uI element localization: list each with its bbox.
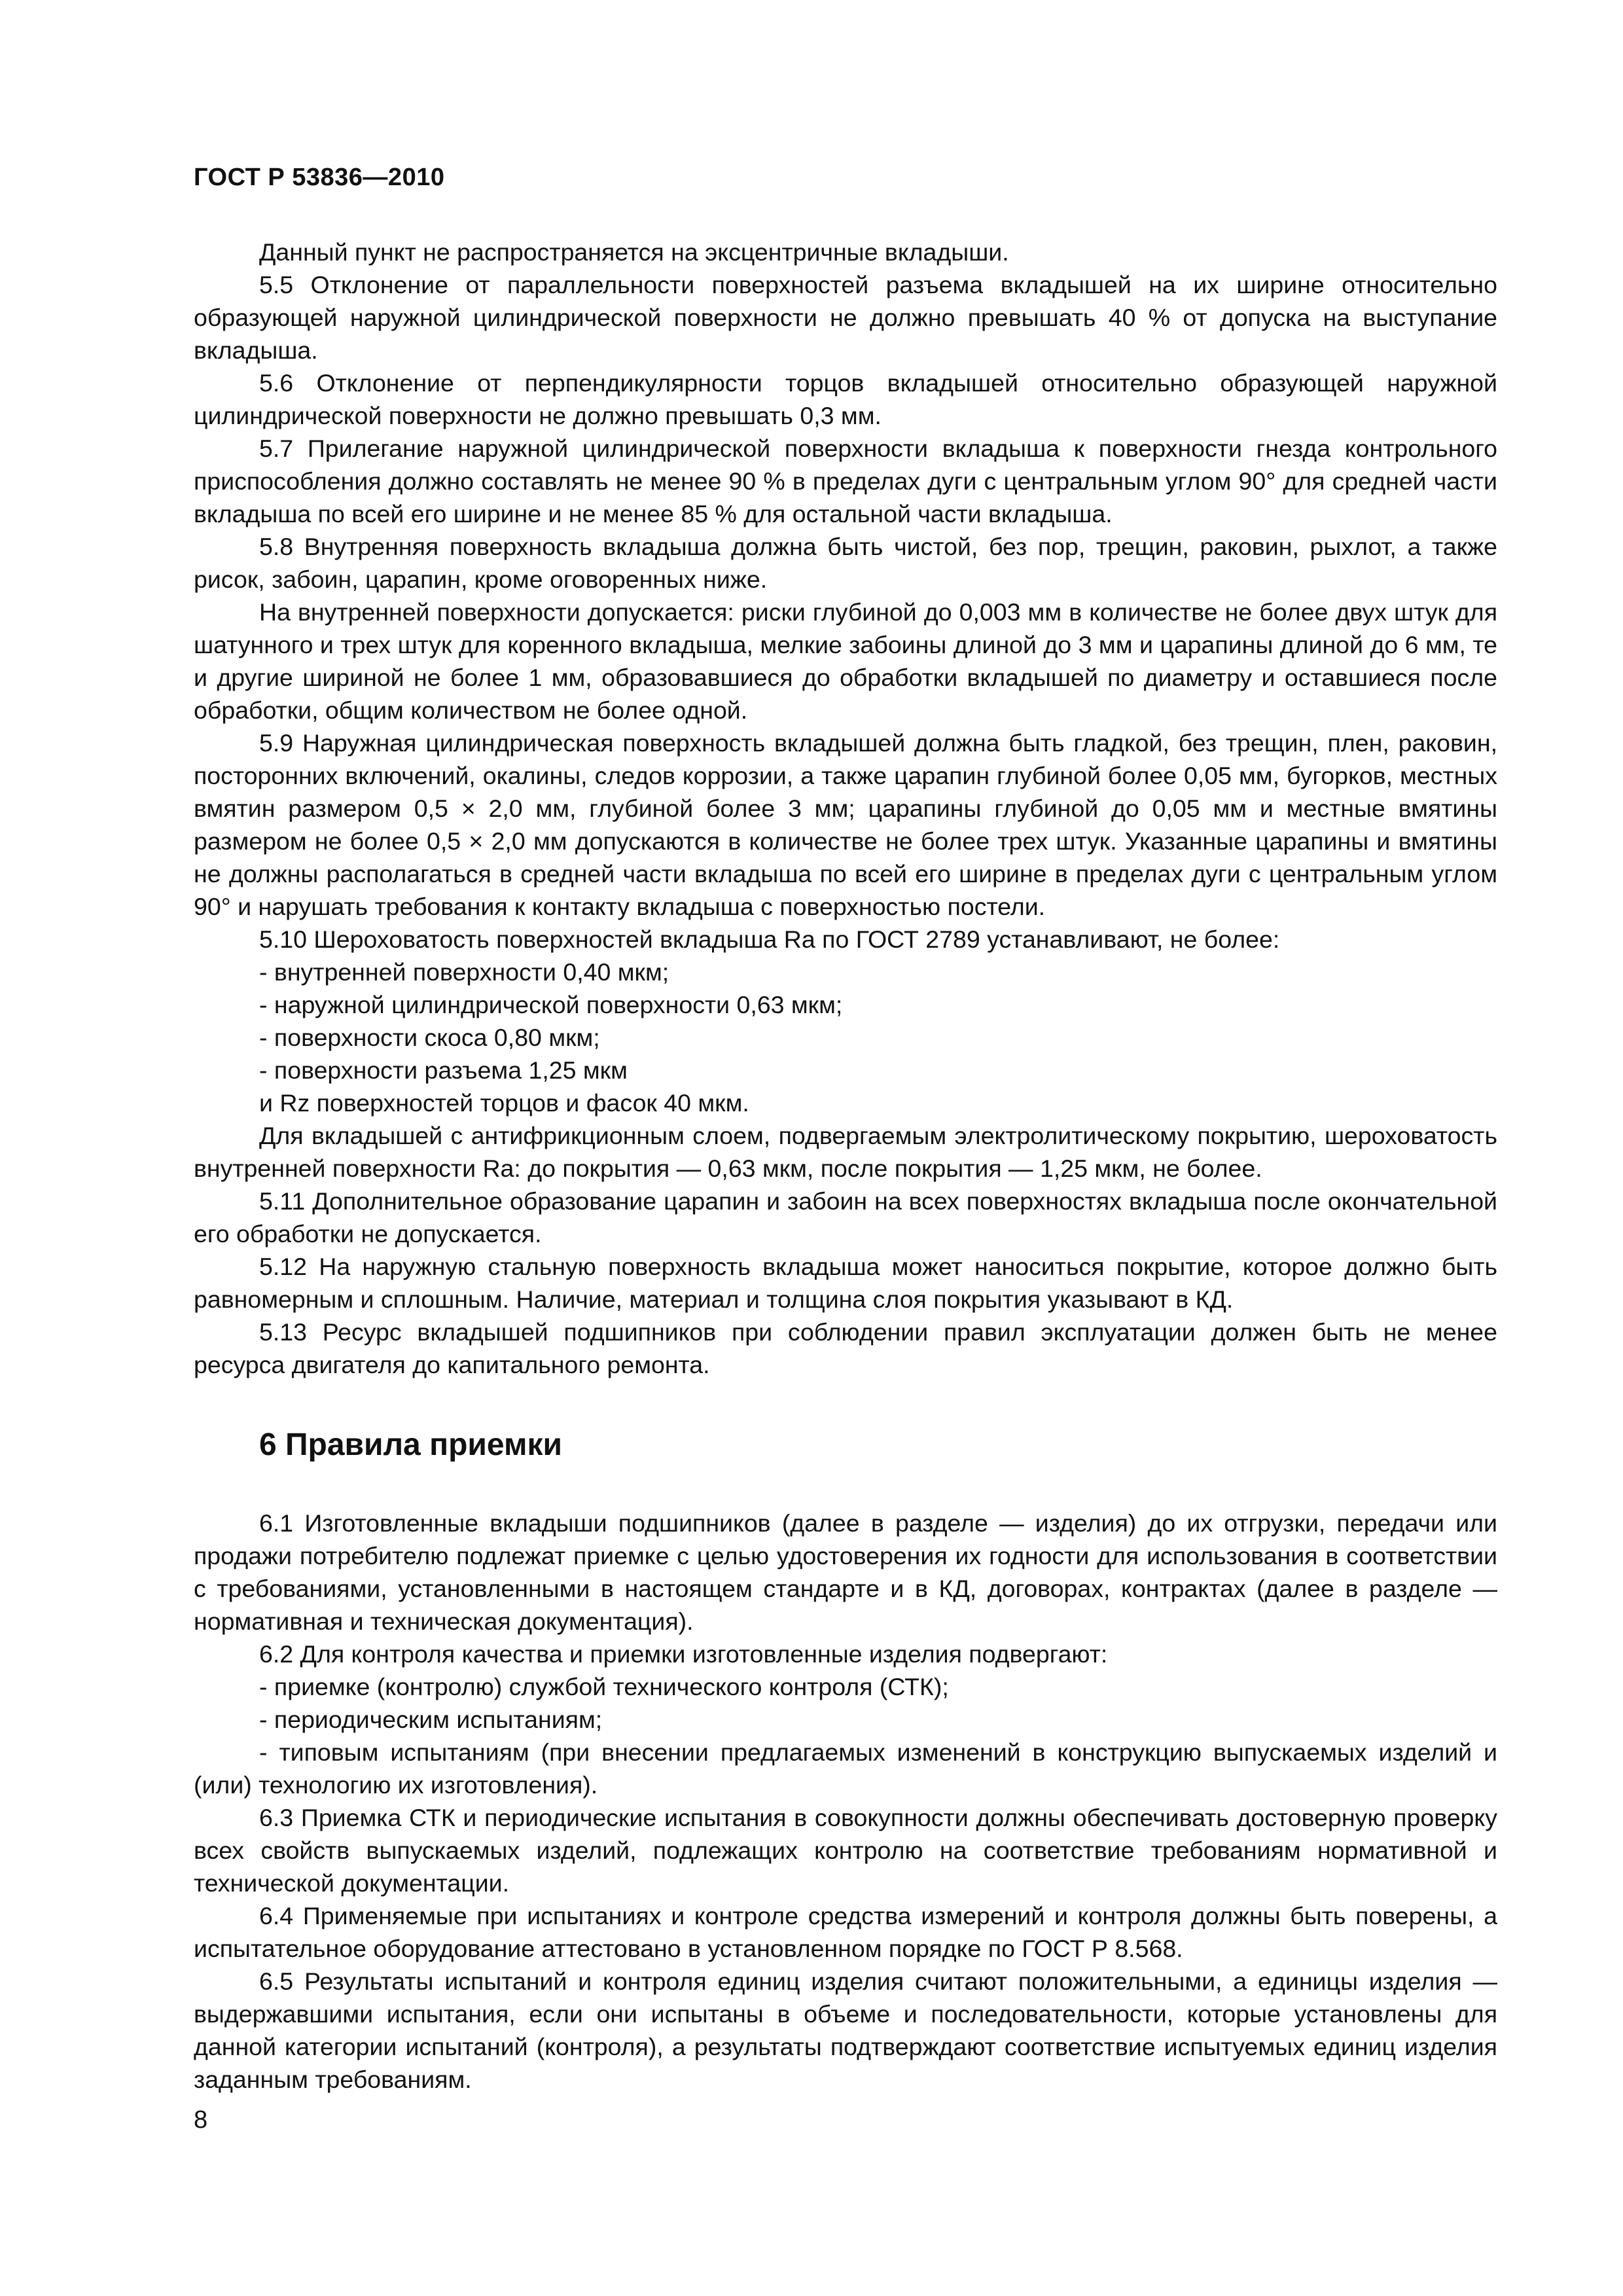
paragraph-antifriction-layer: Для вкладышей с антифрикционным слоем, подвергаемым электролитическому покрытию, шероховатость внутренней поверхности Ra: до покрытия — 0,63 мкм, после покрытия — 1,25 мкм, не более. [194, 1122, 1497, 1182]
paragraph-6-2: 6.2 Для контроля качества и приемки изготовленные изделия подвергают: [259, 1640, 1108, 1668]
paragraph-rz-surfaces: и Rz поверхностей торцов и фасок 40 мкм. [259, 1089, 749, 1117]
list-item-inner-surface: - внутренней поверхности 0,40 мкм; [259, 958, 669, 986]
list-item-outer-surface: - наружной цилиндрической поверхности 0,63 мкм; [259, 991, 843, 1018]
list-item-type-tests: - типовым испытаниям (при внесении предлагаемых изменений в конструкцию выпускаемых изделий и (или) технологию их изготовления). [194, 1738, 1497, 1799]
paragraph-5-12: 5.12 На наружную стальную поверхность вкладыша может наноситься покрытие, которое должно быть равномерным и сплошным. Наличие, материал и толщина слоя покрытия указывают в КД. [194, 1253, 1497, 1313]
page-number: 8 [194, 2106, 208, 2134]
paragraph-5-5: 5.5 Отклонение от параллельности поверхностей разъема вкладышей на их ширине относительно образующей наружной цилиндрической поверхности не должно превышать 40 % от допуска на выступание вкладыша. [194, 271, 1497, 364]
paragraph-5-8-allowance: На внутренней поверхности допускается: риски глубиной до 0,003 мм в количестве не более двух штук для шатунного и трех штук для коренного вкладыша, мелкие забоины длиной до 3 мм и царапины длиной до 6 мм, те и другие шириной не более 1 мм, образовавшиеся до обработки вкладышей по диаметру и оставшиеся после обработки, общим количеством не более одной. [194, 598, 1497, 724]
paragraph-5-6: 5.6 Отклонение от перпендикулярности торцов вкладышей относительно образующей наружной цилиндрической поверхности не должно превышать 0,3 мм. [194, 369, 1497, 429]
paragraph-5-13: 5.13 Ресурс вкладышей подшипников при соблюдении правил эксплуатации должен быть не менее ресурса двигателя до капитального ремонта. [194, 1318, 1497, 1378]
paragraph-5-8: 5.8 Внутренняя поверхность вкладыша должна быть чистой, без пор, трещин, раковин, рыхлот, а также рисок, забоин, царапин, кроме оговоренных ниже. [194, 533, 1497, 593]
paragraph-6-5: 6.5 Результаты испытаний и контроля единиц изделия считают положительными, а единицы изделия — выдержавшими испытания, если они испытаны в объеме и последовательности, которые установлены для данной категории испытаний (контроля), а результаты подтверждают соответствие испытуемых единиц изделия заданным требованиям. [194, 1967, 1497, 2093]
document-code-header: ГОСТ Р 53836—2010 [194, 164, 445, 191]
list-item-stk-acceptance: - приемке (контролю) службой технического контроля (СТК); [259, 1673, 949, 1700]
list-item-joint-surface: - поверхности разъема 1,25 мкм [259, 1056, 628, 1084]
paragraph-6-3: 6.3 Приемка СТК и периодические испытания в совокупности должны обеспечивать достоверную проверку всех свойств выпускаемых изделий, подлежащих контролю на соответствие требованиям нормативной и технической документации. [194, 1804, 1497, 1897]
paragraph-6-4: 6.4 Применяемые при испытаниях и контроле средства измерений и контроля должны быть поверены, а испытательное оборудование аттестовано в установленном порядке по ГОСТ Р 8.568. [194, 1902, 1497, 1962]
paragraph-5-10: 5.10 Шероховатость поверхностей вкладыша Ra по ГОСТ 2789 устанавливают, не более: [259, 925, 1280, 953]
page-content [194, 236, 1497, 2096]
paragraph-5-4-note: Данный пункт не распространяется на эксцентричные вкладыши. [259, 238, 1009, 266]
paragraph-6-1: 6.1 Изготовленные вкладыши подшипников (далее в разделе — изделия) до их отгрузки, передачи или продажи потребителю подлежат приемке с целью удостоверения их годности для использования в соответствии с требованиями, установленными в настоящем стандарте и в КД, договорах, контрактах (далее в разделе — нормативная и техническая документация). [194, 1509, 1497, 1635]
section-6-title: 6 Правила приемки [259, 1427, 563, 1462]
list-item-bevel-surface: - поверхности скоса 0,80 мкм; [259, 1024, 600, 1051]
paragraph-5-9: 5.9 Наружная цилиндрическая поверхность вкладышей должна быть гладкой, без трещин, плен, раковин, посторонних включений, окалины, следов коррозии, а также царапин глубиной более 0,05 мм, бугорков, местных вмятин размером 0,5 × 2,0 мм, глубиной более 3 мм; царапины глубиной до 0,05 мм и местные вмятины размером не более 0,5 × 2,0 мм допускаются в количестве не более трех штук. Указанные царапины и вмятины не должны располагаться в средней части вкладыша по всей его ширине в пределах дуги с центральным углом 90° и нарушать требования к контакту вкладыша с поверхностью постели. [194, 729, 1497, 920]
list-item-periodic-tests: - периодическим испытаниям; [259, 1706, 603, 1733]
paragraph-5-11: 5.11 Дополнительное образование царапин и забоин на всех поверхностях вкладыша после окончательной его обработки не допускается. [194, 1187, 1497, 1247]
paragraph-5-7: 5.7 Прилегание наружной цилиндрической поверхности вкладыша к поверхности гнезда контрольного приспособления должно составлять не менее 90 % в пределах дуги с центральным углом 90° для средней части вкладыша по всей его ширине и не менее 85 % для остальной части вкладыша. [194, 435, 1497, 528]
